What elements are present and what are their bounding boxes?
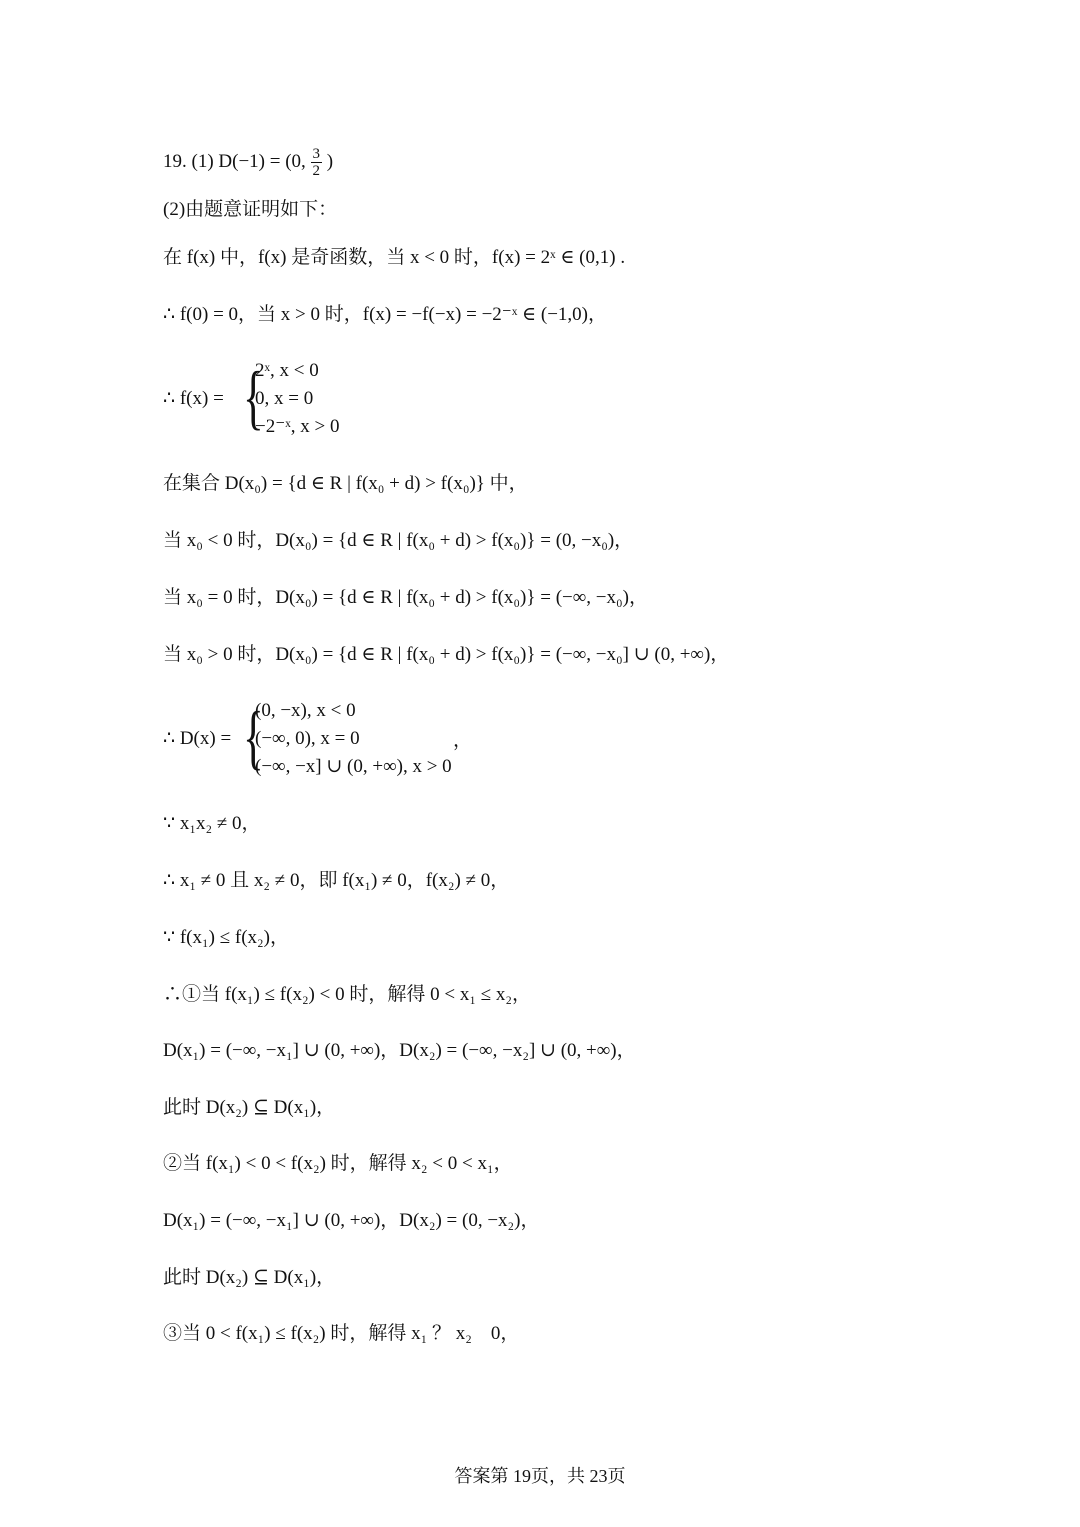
case-2-sets: D(x₁) = (−∞, −x₁] ∪ (0, +∞)，D(x₂) = (0, −x₂)， — [163, 1210, 540, 1231]
answer-page: 19. (1) D(−1) = (0, $\frac{3}{2}$ ) (2)由题意证明如下： 在 f(x) 中，f(x) 是奇函数，当 x < 0 时，f(x) = 2ˣ ∈ (0,1) . ∴ f(0) = 0，当 x > 0 时，f(x) = −f(−x) = −2⁻ˣ ∈ (−1,0)， ∴ f(x) = { 2ˣ, x < 0 0, x = 0 −2⁻ˣ, x > 0 在集合 D(x₀) = {d ∈ R | f(x₀ + d) > f(x₀)} 中， 当 x₀ < 0 时，D(x₀) = {d ∈ R | f(x₀ + d) > f(x₀)} = (0, −x₀)， 当 x₀ = 0 时，D(x₀) = {d ∈ R | f(x₀ + d) > f(x₀)} = (−∞, −x₀)， 当 x₀ > 0 时，D(x₀) = {d ∈ R | f(x₀ + d) > f(x₀)} = (−∞, −x₀] ∪ (0, +∞)， ∴ D(x) = { (0, −x), x < 0 (−∞, 0), x = 0 (−∞, −x] ∪ (0, +∞), x > 0 ， ∵ x₁x₂ ≠ 0， ∴ x₁ ≠ 0 且 x₂ ≠ 0，即 f(x₁) ≠ 0，f(x₂) ≠ 0， ∵ f(x₁) ≤ f(x₂)， ∴①当 f(x₁) ≤ f(x₂) < 0 时，解得 0 < x₁ ≤ x₂， D(x₁) = (−∞, −x₁] ∪ (0, +∞)，D(x₂) = (−∞, −x₂] ∪ (0, +∞)， 此时 D(x₂) ⊆ D(x₁)， ②当 f(x₁) < 0 < f(x₂) 时，解得 x₂ < 0 < x₁， D(x₁) = (−∞, −x₁] ∪ (0, +∞)，D(x₂) = (0, −x₂)， 此时 D(x₂) ⊆ D(x₁)， ③当 0 < f(x₁) ≤ f(x₂) 时，解得 x₁ ？ x₂ 0， 答案第 19页，共 23页 — [0, 0, 1080, 1527]
problem-19-part1 — [163, 146, 1020, 179]
problem-number: 19. — [163, 150, 187, 172]
case-1-sets: D(x₁) = (−∞, −x₁] ∪ (0, +∞)，D(x₂) = (−∞, −x₂] ∪ (0, +∞)， — [163, 1040, 636, 1061]
odd-function-line: 在 f(x) 中，f(x) 是奇函数，当 x < 0 时，f(x) = 2ˣ ∈ (0,1) . — [163, 247, 626, 268]
inequality-given: ∵ f(x₁) ≤ f(x₂)， — [163, 927, 289, 948]
set-definition-line: 在集合 D(x₀) = {d ∈ R | f(x₀ + d) > f(x₀)} 中， — [163, 473, 528, 494]
page-footer: 答案第 19页，共 23页 — [454, 1466, 626, 1486]
part2-intro: (2)由题意证明如下： — [163, 199, 338, 220]
case-2-conclusion: 此时 D(x₂) ⊆ D(x₁)， — [163, 1267, 336, 1288]
case-x0-negative: 当 x₀ < 0 时，D(x₀) = {d ∈ R | f(x₀ + d) > f(x₀)} = (0, −x₀)， — [163, 530, 634, 551]
piecewise-D: ∴ D(x) = { (0, −x), x < 0 (−∞, 0), x = 0 (−∞, −x] ∪ (0, +∞), x > 0 ， — [163, 697, 473, 777]
case-1-conclusion: 此时 D(x₂) ⊆ D(x₁)， — [163, 1097, 336, 1118]
left-brace: { — [243, 357, 264, 437]
part1-close: ) — [326, 150, 334, 172]
positive-x-line: ∴ f(0) = 0，当 x > 0 时，f(x) = −f(−x) = −2⁻ˣ ∈ (−1,0)， — [163, 304, 607, 325]
part1-open: (0, — [285, 150, 306, 172]
both-nonzero: ∴ x₁ ≠ 0 且 x₂ ≠ 0，即 f(x₁) ≠ 0，f(x₂) ≠ 0， — [163, 870, 510, 891]
case-1: ∴①当 f(x₁) ≤ f(x₂) < 0 时，解得 0 < x₁ ≤ x₂， — [163, 984, 531, 1005]
fraction-three-halves: $\frac{3}{2}$ — [312, 146, 321, 179]
case-x0-zero: 当 x₀ = 0 时，D(x₀) = {d ∈ R | f(x₀ + d) > f(x₀)} = (−∞, −x₀)， — [163, 587, 648, 608]
case-x0-positive: 当 x₀ > 0 时，D(x₀) = {d ∈ R | f(x₀ + d) > f(x₀)} = (−∞, −x₀] ∪ (0, +∞)， — [163, 644, 730, 665]
left-brace: { — [243, 697, 264, 777]
part1-prefix: (1) D(−1) = — [191, 150, 281, 172]
case-3: ③当 0 < f(x₁) ≤ f(x₂) 时，解得 x₁ ？ x₂ 0， — [163, 1323, 520, 1344]
case-2: ②当 f(x₁) < 0 < f(x₂) 时，解得 x₂ < 0 < x₁， — [163, 1153, 513, 1174]
product-nonzero: ∵ x₁x₂ ≠ 0， — [163, 813, 261, 834]
